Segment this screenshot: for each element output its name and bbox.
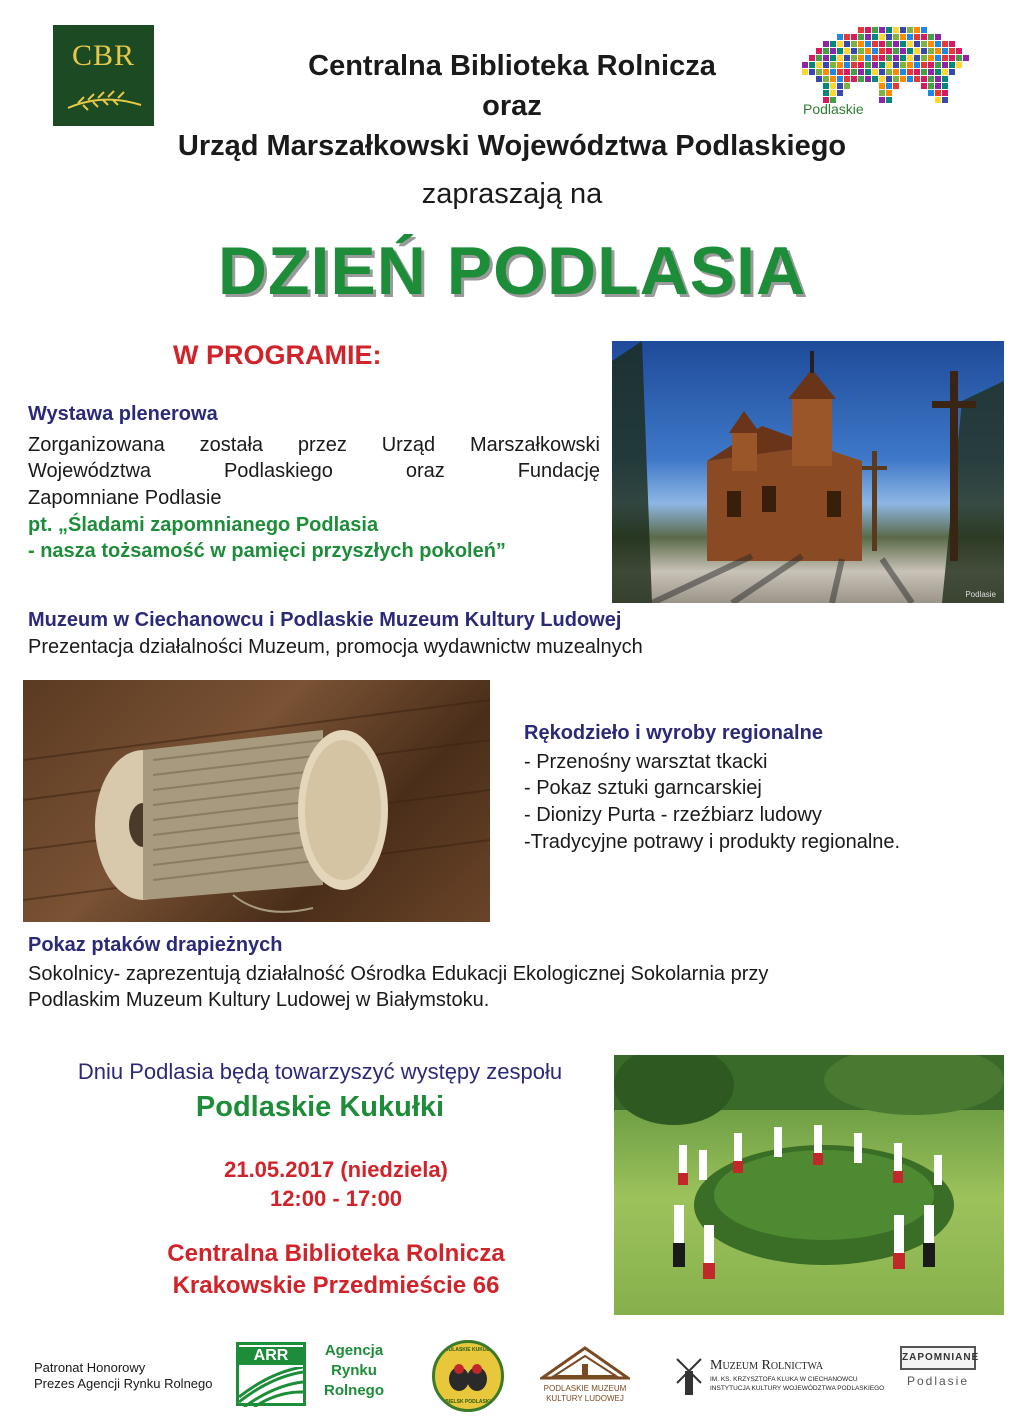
invite-text: zapraszają na <box>421 178 603 210</box>
pmkl-logo <box>540 1346 630 1408</box>
bison-pixel <box>858 41 864 47</box>
bison-pixel <box>907 27 913 33</box>
bison-pixel <box>935 34 941 40</box>
bird-icon <box>435 1357 501 1397</box>
bison-pixel <box>886 34 892 40</box>
bison-pixel <box>900 41 906 47</box>
band-name: Podlaskie Kukułki <box>195 1091 445 1123</box>
patron-label: Patronat Honorowy <box>34 1360 146 1375</box>
item3-line-1: - Przenośny warsztat tkacki <box>524 751 768 773</box>
item1-line1: Zorganizowana została przez Urząd Marszałkowski <box>28 434 600 456</box>
bison-pixel <box>886 41 892 47</box>
arr-name-2: Rynku <box>331 1362 377 1379</box>
bison-pixel <box>942 41 948 47</box>
bison-pixel <box>872 41 878 47</box>
arr-logo <box>236 1342 396 1406</box>
performance-intro: Dniu Podlasia będą towarzyszyć występy zespołu <box>77 1059 563 1084</box>
bison-pixel <box>942 83 948 89</box>
ensemble-icon <box>614 1055 1004 1315</box>
patron-name: Prezes Agencji Rynku Rolnego <box>34 1376 213 1391</box>
bison-pixel <box>893 34 899 40</box>
zapomniane-podlasie-logo <box>900 1346 980 1402</box>
bison-pixel <box>921 41 927 47</box>
bison-pixel <box>914 34 920 40</box>
bison-pixel <box>879 83 885 89</box>
arr-logo-text: ARR <box>239 1347 303 1365</box>
bison-pixel <box>865 41 871 47</box>
cbr-logo-text: CBR <box>71 39 136 72</box>
item1-subtitle-2: - nasza tożsamość w pamięci przyszłych pokoleń” <box>28 540 506 562</box>
bison-pixel <box>921 83 927 89</box>
arr-name-1: Agencja <box>324 1342 384 1359</box>
bison-pixel <box>823 41 829 47</box>
muzeum-rolnictwa-logo <box>674 1356 885 1400</box>
roof-icon <box>540 1346 630 1382</box>
bison-pixel <box>823 83 829 89</box>
item4-line1: Sokolnicy- zaprezentują działalność Ośrodka Edukacji Ekologicznej Sokolarnia przy <box>28 963 769 985</box>
venue-name: Centralna Biblioteka Rolnicza <box>167 1240 505 1267</box>
bison-pixel <box>844 41 850 47</box>
bison-pixel <box>830 83 836 89</box>
bison-pixel <box>858 27 864 33</box>
item3-line-4: -Tradycyjne potrawy i produkty regionalne. <box>524 831 901 853</box>
bison-pixel <box>893 41 899 47</box>
bison-pixel <box>928 83 934 89</box>
church-photo-caption: Podlasie <box>965 590 996 599</box>
bison-pixel <box>830 41 836 47</box>
bison-pixel <box>837 34 843 40</box>
zapomniane-logo-sub: Podlasie <box>906 1374 970 1388</box>
zapomniane-logo-text: ZAPOMNIANE <box>902 1352 980 1363</box>
bison-pixel <box>879 34 885 40</box>
spool-icon <box>23 680 490 922</box>
spool-photo <box>23 680 490 922</box>
bison-pixel <box>879 41 885 47</box>
bison-pixel <box>914 27 920 33</box>
item3-line-2: - Pokaz sztuki garncarskiej <box>524 777 762 799</box>
organizer-conjunction: oraz <box>482 90 542 122</box>
bison-pixel <box>886 27 892 33</box>
organizer-1: Centralna Biblioteka Rolnicza <box>308 50 716 82</box>
item1-title: Wystawa plenerowa <box>28 403 218 425</box>
bison-pixel <box>865 27 871 33</box>
church-photo <box>612 341 1004 603</box>
bison-pixel <box>900 34 906 40</box>
bison-pixel <box>928 34 934 40</box>
item4-title: Pokaz ptaków drapieżnych <box>28 934 283 956</box>
program-heading: W PROGRAMIE: <box>173 340 382 370</box>
bison-pixel <box>921 34 927 40</box>
bison-pixel <box>844 83 850 89</box>
bison-pixel <box>935 41 941 47</box>
event-date: 21.05.2017 (niedziela) <box>224 1157 448 1182</box>
ensemble-photo <box>614 1055 1004 1315</box>
item2-text: Prezentacja działalności Muzeum, promocja wydawnictw muzealnych <box>28 636 643 658</box>
item1-line2: Województwa Podlaskiego oraz Fundację <box>28 460 600 482</box>
item1-line3: Zapomniane Podlasie <box>28 487 222 509</box>
pmkl-logo-text-2: KULTURY LUDOWEJ <box>546 1394 624 1403</box>
event-title: DZIEŃ PODLASIA <box>217 233 807 309</box>
church-icon <box>612 341 1004 603</box>
bison-pixel <box>872 34 878 40</box>
bison-pixel <box>865 34 871 40</box>
item3-line-3: - Dionizy Purta - rzeźbiarz ludowy <box>524 804 822 826</box>
event-time: 12:00 - 17:00 <box>269 1186 403 1211</box>
field-icon <box>239 1367 303 1407</box>
item4-line2: Podlaskim Muzeum Kultury Ludowej w Białymstoku. <box>28 989 490 1011</box>
bison-pixel <box>858 34 864 40</box>
item1-subtitle-1: pt. „Śladami zapomnianego Podlasia <box>28 514 379 536</box>
item3-title: Rękodzieło i wyroby regionalne <box>524 722 823 744</box>
bison-pixel <box>907 34 913 40</box>
podlaskie-logo-text: Podlaskie <box>803 101 864 117</box>
bison-pixel <box>837 83 843 89</box>
kukulki-logo-top: PODLASKIE KUKUŁKI <box>441 1347 495 1353</box>
bison-pixel <box>851 41 857 47</box>
item2-title: Muzeum w Ciechanowcu i Podlaskie Muzeum Kultury Ludowej <box>28 609 622 631</box>
bison-pixel <box>928 41 934 47</box>
kukulki-logo-bottom: BIELSK PODLASKI <box>445 1399 491 1405</box>
pmkl-logo-text-1: PODLASKIE MUZEUM <box>543 1384 627 1393</box>
bison-pixel <box>886 83 892 89</box>
venue-address: Krakowskie Przedmieście 66 <box>172 1272 500 1299</box>
bison-pixel <box>872 27 878 33</box>
arr-name-3: Rolnego <box>324 1382 384 1399</box>
bison-pixel <box>914 41 920 47</box>
bison-pixel <box>851 34 857 40</box>
muzeum-rolnictwa-sub-2: INSTYTUCJA KULTURY WOJEWÓDZTWA PODLASKIEGO <box>710 1385 885 1392</box>
bison-pixel <box>949 41 955 47</box>
windmill-icon <box>674 1356 704 1396</box>
bison-pixel <box>900 27 906 33</box>
bison-pixel <box>921 27 927 33</box>
kukulki-logo <box>432 1340 504 1412</box>
muzeum-rolnictwa-title: Muzeum Rolnictwa <box>710 1358 824 1373</box>
bison-pixel <box>935 83 941 89</box>
bison-pixel <box>879 27 885 33</box>
bison-pixel <box>837 41 843 47</box>
bison-pixel <box>844 34 850 40</box>
bison-pixel <box>893 27 899 33</box>
bison-pixel <box>907 41 913 47</box>
bison-pixel <box>893 83 899 89</box>
muzeum-rolnictwa-sub-1: IM. KS. KRZYSZTOFA KLUKA W CIECHANOWCU <box>710 1376 858 1383</box>
organizer-2: Urząd Marszałkowski Województwa Podlaskiego <box>177 130 847 162</box>
